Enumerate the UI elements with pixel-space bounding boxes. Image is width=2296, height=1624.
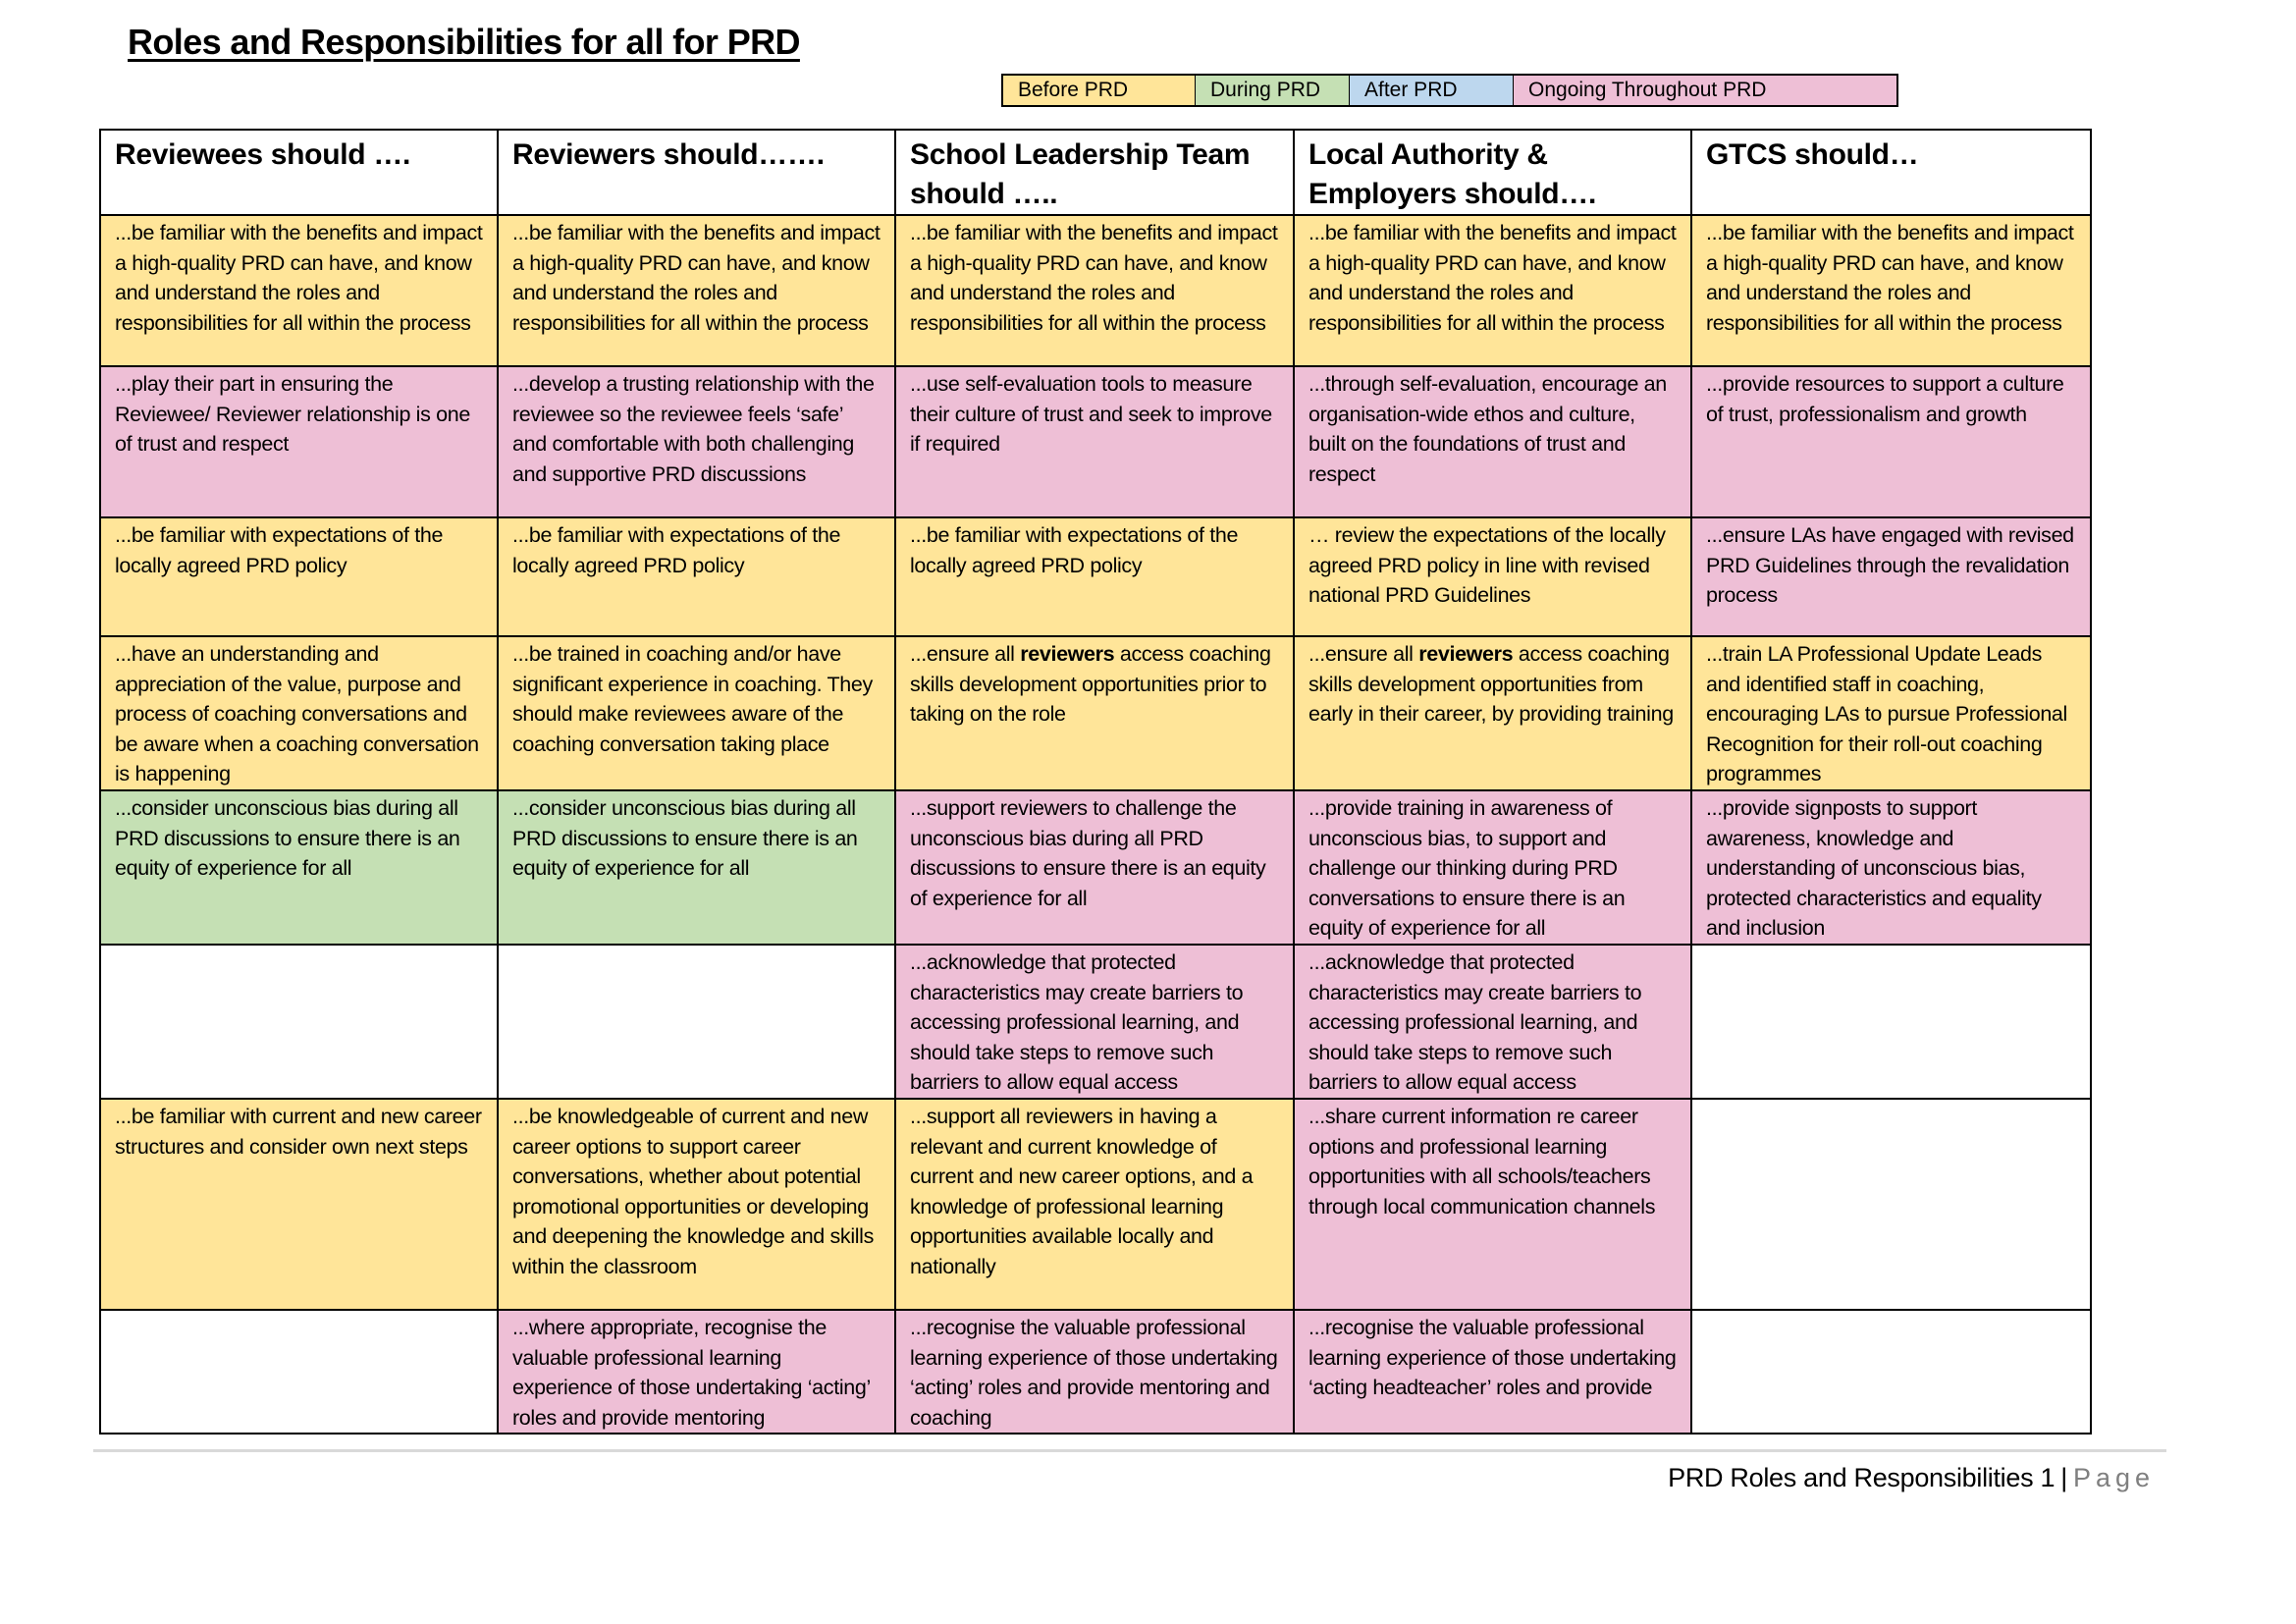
cell-text: ...play their part in ensuring the Reviewee/ Reviewer relationship is one of trust and respect (115, 372, 470, 457)
cell-reviewees (100, 945, 498, 1099)
cell-text: ...support reviewers to challenge the unconscious bias during all PRD discussions to ensure there is an equity of experience for all (910, 795, 1266, 910)
header-reviewees: Reviewees should …. (100, 130, 498, 215)
footer-page-label: Page (2072, 1463, 2155, 1492)
cell-text: ...ensure all (910, 642, 1021, 666)
cell-local-authority-employers (1294, 366, 1691, 517)
legend-key-before: Before PRD (1003, 76, 1196, 105)
cell-text: ...through self-evaluation, encourage an organisation-wide ethos and culture, built on the foundations of trust and respect (1308, 372, 1667, 486)
table-row (100, 215, 2091, 366)
cell-school-leadership-team (895, 215, 1294, 366)
page-footer (1668, 1463, 2155, 1493)
cell-reviewees (100, 517, 498, 636)
cell-local-authority-employers (1294, 1310, 1691, 1434)
cell-text: ...be familiar with the benefits and impact a high-quality PRD can have, and know and understand the roles and responsibilities for all within the process (910, 221, 1278, 335)
cell-text: ...provide signposts to support awareness, knowledge and understanding of unconscious bias, protected characteristics and equality and inclusion (1706, 795, 2042, 941)
cell-text: ...acknowledge that protected characteristics may create barriers to accessing professional learning, and should take steps to remove such barriers to allow equal access (910, 949, 1244, 1095)
table-row (100, 517, 2091, 636)
cell-reviewers (498, 517, 895, 636)
cell-school-leadership-team (895, 945, 1294, 1099)
cell-text: ...recognise the valuable professional learning experience of those undertaking ‘acting’ roles and provide mentoring and coaching (910, 1315, 1278, 1430)
cell-text: ...recognise the valuable professional learning experience of those undertaking ‘acting headteacher’ roles and provide (1308, 1315, 1677, 1400)
cell-text: ...where appropriate, recognise the valuable professional learning experience of those undertaking ‘acting’ roles and provide mentoring (512, 1315, 871, 1430)
header-gtcs: GTCS should… (1691, 130, 2091, 215)
legend-key-during: During PRD (1196, 76, 1350, 105)
table-row (100, 945, 2091, 1099)
cell-gtcs (1691, 1099, 2091, 1310)
cell-text: ...consider unconscious bias during all PRD discussions to ensure there is an equity of experience for all (512, 795, 858, 881)
cell-gtcs (1691, 636, 2091, 790)
cell-text: ...support all reviewers in having a relevant and current knowledge of current and new career options, and a knowledge of professional learning opportunities available locally and nationally (910, 1104, 1254, 1278)
cell-reviewers (498, 1310, 895, 1434)
cell-text: ...be familiar with the benefits and impact a high-quality PRD can have, and know and understand the roles and responsibilities for all within the process (115, 221, 483, 335)
roles-table (99, 129, 2092, 1435)
cell-reviewers (498, 1099, 895, 1310)
cell-reviewers (498, 215, 895, 366)
cell-reviewees (100, 366, 498, 517)
cell-local-authority-employers (1294, 636, 1691, 790)
cell-text: access coaching skills development opportunities from early in their career, by providing training (1308, 642, 1674, 727)
cell-text: ...have an understanding and appreciation of the value, purpose and process of coaching conversations and be aware when a coaching conversation is happening (115, 642, 479, 786)
cell-school-leadership-team (895, 1310, 1294, 1434)
cell-local-authority-employers (1294, 215, 1691, 366)
table-row (100, 636, 2091, 790)
cell-reviewers (498, 945, 895, 1099)
cell-school-leadership-team (895, 1099, 1294, 1310)
cell-reviewees (100, 790, 498, 945)
cell-text: ...be familiar with expectations of the locally agreed PRD policy (512, 523, 841, 577)
cell-reviewers (498, 366, 895, 517)
cell-local-authority-employers (1294, 1099, 1691, 1310)
legend-key-after: After PRD (1350, 76, 1514, 105)
cell-gtcs (1691, 517, 2091, 636)
cell-local-authority-employers (1294, 945, 1691, 1099)
cell-gtcs (1691, 945, 2091, 1099)
cell-text: ...provide training in awareness of unconscious bias, to support and challenge our thinking during PRD conversations to ensure there is an equity of experience for all (1308, 795, 1626, 941)
cell-text: ...be familiar with the benefits and impact a high-quality PRD can have, and know and understand the roles and responsibilities for all within the process (1706, 221, 2074, 335)
cell-text: ...be familiar with expectations of the locally agreed PRD policy (910, 523, 1239, 577)
cell-local-authority-employers (1294, 517, 1691, 636)
table-row (100, 790, 2091, 945)
cell-emphasis: reviewers (1020, 642, 1115, 666)
table-row (100, 1099, 2091, 1310)
cell-gtcs (1691, 215, 2091, 366)
footer-title: PRD Roles and Responsibilities 1 (1668, 1463, 2056, 1492)
cell-gtcs (1691, 366, 2091, 517)
cell-text: ...share current information re career options and professional learning opportunities with all schools/teachers through local communication channels (1308, 1104, 1656, 1218)
header-school-leadership-team: School Leadership Team should ….. (895, 130, 1294, 215)
cell-local-authority-employers (1294, 790, 1691, 945)
cell-reviewees (100, 215, 498, 366)
cell-gtcs (1691, 790, 2091, 945)
cell-text: access coaching skills development opportunities prior to taking on the role (910, 642, 1271, 727)
cell-reviewees (100, 1310, 498, 1434)
footer-separator: | (2060, 1463, 2067, 1492)
cell-text: ...be familiar with the benefits and impact a high-quality PRD can have, and know and understand the roles and responsibilities for all within the process (1308, 221, 1677, 335)
cell-reviewers (498, 636, 895, 790)
header-local-authority-employers: Local Authority & Employers should…. (1294, 130, 1691, 215)
cell-text: ...be familiar with expectations of the locally agreed PRD policy (115, 523, 444, 577)
cell-text: ...ensure LAs have engaged with revised PRD Guidelines through the revalidation process (1706, 523, 2074, 608)
cell-text: ...provide resources to support a culture of trust, professionalism and growth (1706, 372, 2064, 426)
cell-text: ...use self-evaluation tools to measure their culture of trust and seek to improve if required (910, 372, 1272, 457)
cell-reviewees (100, 636, 498, 790)
legend-key-ongoing: Ongoing Throughout PRD (1514, 76, 1896, 105)
table-header-row (100, 130, 2091, 215)
cell-text: ...consider unconscious bias during all PRD discussions to ensure there is an equity of experience for all (115, 795, 460, 881)
cell-school-leadership-team (895, 366, 1294, 517)
cell-school-leadership-team (895, 636, 1294, 790)
cell-text: ...develop a trusting relationship with the reviewee so the reviewee feels ‘safe’ and comfortable with both challenging and supportive PRD discussions (512, 372, 875, 486)
phase-legend (1001, 74, 1898, 107)
cell-text: ...be trained in coaching and/or have significant experience in coaching. They should make reviewees aware of the coaching conversation taking place (512, 642, 873, 756)
table-row (100, 1310, 2091, 1434)
page-title: Roles and Responsibilities for all for PRD (128, 22, 800, 62)
cell-text: ...be knowledgeable of current and new career options to support career conversations, whether about potential promotional opportunities or developing and deepening the knowledge and skills within the classroom (512, 1104, 875, 1278)
cell-text: … review the expectations of the locally agreed PRD policy in line with revised national PRD Guidelines (1308, 523, 1666, 608)
cell-text: ...ensure all (1308, 642, 1419, 666)
footer-divider (93, 1449, 2166, 1452)
header-reviewers: Reviewers should……. (498, 130, 895, 215)
cell-reviewees (100, 1099, 498, 1310)
cell-reviewers (498, 790, 895, 945)
cell-school-leadership-team (895, 790, 1294, 945)
table-row (100, 366, 2091, 517)
cell-school-leadership-team (895, 517, 1294, 636)
cell-gtcs (1691, 1310, 2091, 1434)
cell-text: ...train LA Professional Update Leads and identified staff in coaching, encouraging LAs to pursue Professional Recognition for their roll-out coaching programmes (1706, 642, 2067, 786)
cell-emphasis: reviewers (1418, 642, 1514, 666)
cell-text: ...be familiar with the benefits and impact a high-quality PRD can have, and know and understand the roles and responsibilities for all within the process (512, 221, 881, 335)
cell-text: ...be familiar with current and new career structures and consider own next steps (115, 1104, 482, 1159)
cell-text: ...acknowledge that protected characteristics may create barriers to accessing professional learning, and should take steps to remove such barriers to allow equal access (1308, 949, 1642, 1095)
